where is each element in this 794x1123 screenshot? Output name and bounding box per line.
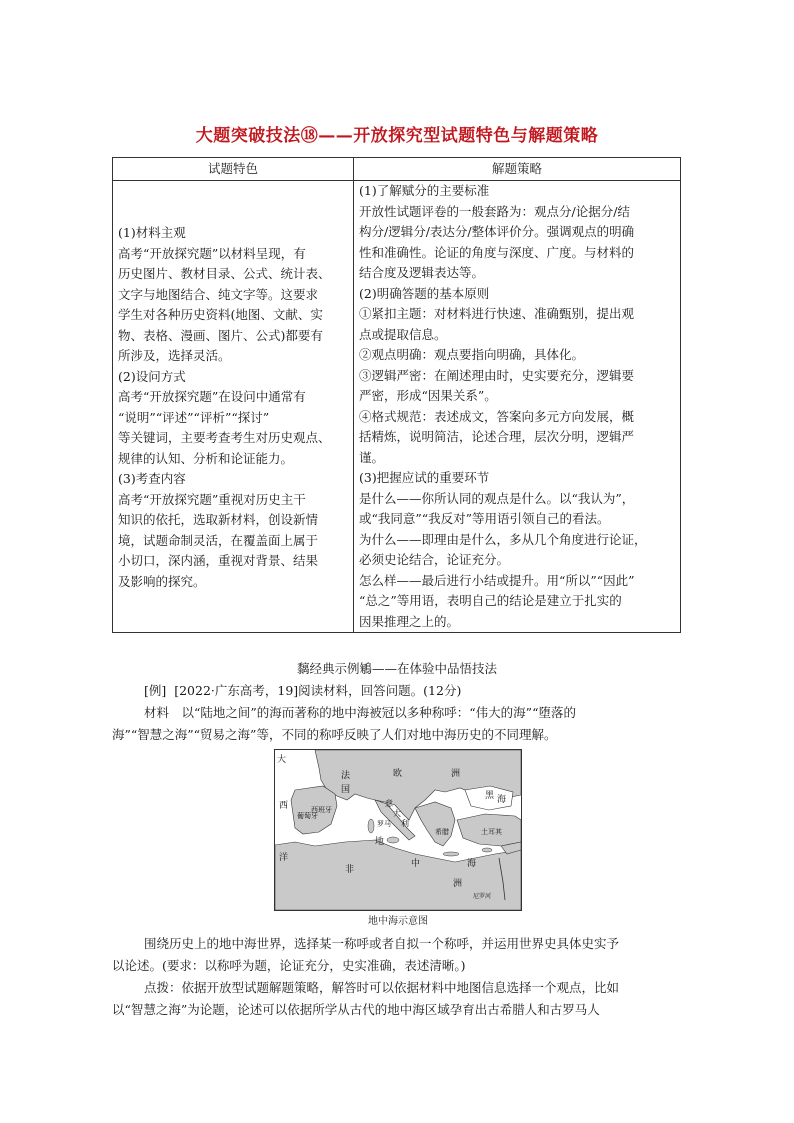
example-source-text: [2022·广东高考，19]阅读材料，回答问题。(12分) [174, 683, 462, 698]
section-heading: 黐经典示例鵴——在体验中品悟技法 [296, 661, 497, 676]
tip-line: 以“智慧之海”为论题，论述可以依据所学从古代的地中海区域孕育出古希腊人和古罗马人 [112, 1002, 600, 1017]
feature-line: (1)材料主观 [118, 225, 186, 240]
table-header-strategies: 解题策略 [354, 158, 681, 181]
example-label: [例] [144, 683, 167, 698]
feature-line: 历史图片、教材目录、公式、统计表、 [118, 266, 331, 281]
feature-line: 文字与地图结合、纯文字等。这要求 [118, 286, 319, 302]
feature-line: 小切口，深内涵，重视对背景、结果 [118, 553, 319, 568]
feature-line: 等关键词，主要考查考生对历史观点、 [118, 430, 331, 445]
strategy-line: 括精炼，说明简洁，论述合理，层次分明，逻辑严 [359, 429, 635, 444]
strategy-line: “总之”等用语，表明自己的结论是建立于扎实的 [359, 593, 622, 608]
map-label: 地 [375, 837, 385, 847]
feature-line: 知识的依托，选取新材料，创设新情 [118, 512, 319, 527]
feature-line: 及影响的探究。 [118, 573, 206, 589]
map-label: 黑 [485, 791, 495, 801]
features-cell [113, 181, 354, 633]
feature-line: 物、表格、漫画、图片、公式)都要有 [118, 327, 323, 343]
map-label: 非 [345, 865, 355, 875]
map-label: 法 [341, 771, 351, 781]
strategy-line: 性和准确性。论证的角度与深度、广度。与材料的 [359, 244, 635, 260]
map-label: 欧 [393, 769, 403, 779]
strategy-line: ③逻辑严密：在阐述理由时，史实要充分，逻辑要 [359, 367, 635, 383]
map-label: 利 [401, 819, 409, 828]
map-label: 罗马 [377, 820, 391, 828]
strategy-line: 怎么样——最后进行小结或提升。用“所以”“因此” [359, 572, 635, 588]
map-label: 海 [467, 859, 477, 869]
strategies-cell [354, 181, 681, 633]
strategy-line: ②观点明确：观点要指向明确，具体化。 [359, 347, 585, 362]
strategy-line: 严密，形成“因果关系”。 [359, 388, 497, 403]
material-line: 海”“智慧之海”“贸易之海”等，不同的称呼反映了人们对地中海历史的不同理解。 [112, 727, 557, 742]
feature-line: 境，试题命制灵活，在覆盖面上属于 [118, 532, 319, 548]
strategy-line: ④格式规范：表述成文，答案向多元方向发展，概 [359, 408, 635, 424]
feature-line: “说明”“评述”“评析”“探讨” [118, 409, 270, 425]
feature-line: 高考“开放探究题”在设问中通常有 [118, 389, 306, 404]
map-label: 大 [393, 809, 401, 818]
feature-line: (3)考查内容 [118, 471, 186, 486]
strategy-line: 或“我同意”“我反对”等用语引领自己的看法。 [359, 511, 610, 526]
feature-line: 规律的认知、分析和论证能力。 [118, 450, 294, 466]
material-line: 材料 以“陆地之间”的海而著称的地中海被冠以多种称呼：“伟大的海”“堕落的 [144, 705, 576, 720]
mediterranean-map [274, 749, 522, 911]
strategy-line: (2)明确答题的基本原则 [359, 285, 490, 301]
map-land-balkans [415, 802, 455, 846]
strategy-line: 点或提取信息。 [359, 326, 447, 342]
strategy-line: 是什么——你所认同的观点是什么。以“我认为”， [359, 490, 635, 506]
feature-line: 学生对各种历史资料(地图、文献、实 [118, 307, 323, 322]
example-source [112, 680, 684, 702]
feature-line: 所涉及，选择灵活。 [118, 348, 231, 363]
map-caption: 地中海示意图 [368, 916, 428, 927]
question-line: 围绕历史上的地中海世界，选择某一称呼或者自拟一个称呼，并运用世界史具体史实予 [144, 936, 620, 951]
map-label: 洲 [453, 879, 463, 889]
strategy-line: 开放性试题评卷的一般套路为：观点分/论据分/结 [359, 203, 630, 219]
question-line: 以论述。(要求：以称呼为题，论证充分，史实准确，表述清晰。) [112, 958, 466, 973]
map-label: 海 [497, 795, 507, 805]
strategy-line: 谨。 [359, 449, 385, 465]
feature-line: 高考“开放探究题”重视对历史主干 [118, 491, 306, 507]
tip-line: 点拨：依据开放型试题解题策略，解答时可以依据材料中地图信息选择一个观点，比如 [144, 980, 620, 995]
strategy-line: 因果推理之上的。 [359, 613, 460, 629]
map-label: 希腊 [435, 828, 449, 836]
map-label: 中 [411, 859, 421, 869]
map-label: 尼罗河 [473, 893, 492, 900]
strategy-line: 构分/逻辑分/表达分/整体评价分。强调观点的明确 [359, 224, 635, 239]
feature-line: (2)设问方式 [118, 368, 186, 384]
map-label: 国 [341, 785, 351, 795]
map-label: 西班牙 [311, 806, 332, 814]
map-label: 意 [385, 799, 393, 808]
map-label: 西 [279, 801, 289, 811]
strategy-line: ①紧扣主题：对材料进行快速、准确甄别，提出观 [359, 306, 635, 321]
strategy-line: 结合度及逻辑表达等。 [359, 265, 485, 280]
map-label: 葡萄牙 [297, 812, 318, 820]
map-label: 洲 [451, 769, 461, 779]
strategy-line: 为什么——即理由是什么，多从几个角度进行论证， [359, 531, 647, 547]
strategy-line: (3)把握应试的重要环节 [359, 470, 490, 485]
map-label: 土耳其 [481, 828, 502, 836]
strategy-line: 必须史论结合，论证充分。 [359, 552, 510, 567]
feature-line: 高考“开放探究题”以材料呈现，有 [118, 245, 306, 261]
strategy-line: (1)了解赋分的主要标准 [359, 183, 490, 198]
strategy-table [112, 157, 681, 633]
map-label: 大 [277, 755, 287, 765]
page-title: 大题突破技法⑱——开放探究型试题特色与解题策略 [195, 126, 599, 146]
map-label: 洋 [279, 853, 289, 863]
table-header-features: 试题特色 [113, 158, 354, 181]
